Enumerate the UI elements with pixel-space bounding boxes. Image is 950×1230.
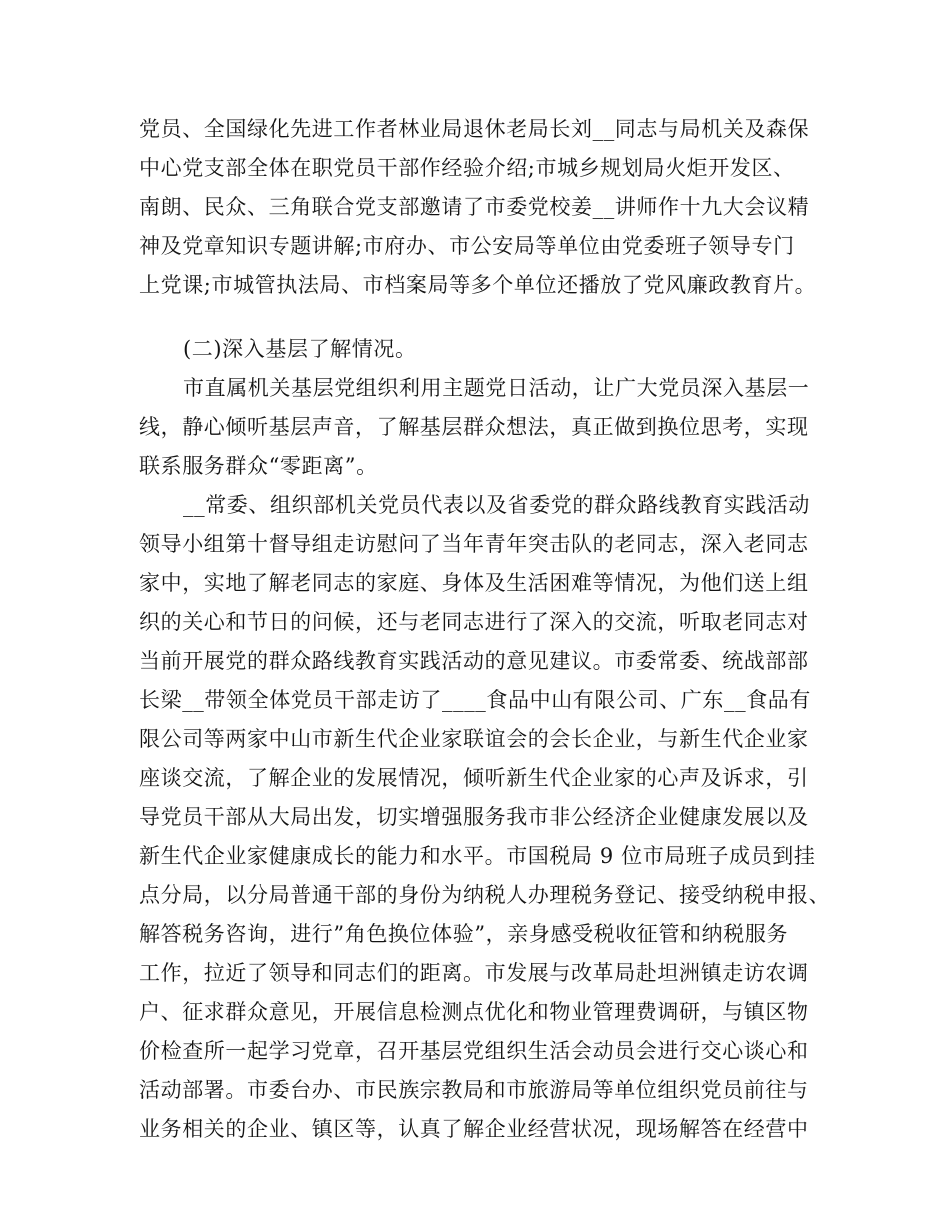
text-line: 限公司等两家中山市新生代企业家联谊会的会长企业，与新生代企业家	[139, 727, 809, 751]
text-line: 神及党章知识专题讲解;市府办、市公安局等单位由党委班子领导专门	[139, 234, 795, 258]
text-line: 上党课;市城管执法局、市档案局等多个单位还播放了党风廉政教育片。	[139, 273, 817, 297]
text-line: 解答税务咨询，进行”角色换位体验”，亲身感受税收征管和纳税服务	[139, 922, 789, 946]
text-line: 活动部署。市委台办、市民族宗教局和市旅游局等单位组织党员前往与	[139, 1078, 809, 1102]
text-line: 织的关心和节日的问候，还与老同志进行了深入的交流，听取老同志对	[139, 610, 809, 634]
text-line: 座谈交流，了解企业的发展情况，倾听新生代企业家的心声及诉求，引	[139, 766, 809, 790]
text-line: 当前开展党的群众路线教育实践活动的意见建议。市委常委、统战部部	[139, 649, 809, 673]
text-line: 市直属机关基层党组织利用主题党日活动，让广大党员深入基层一	[183, 376, 810, 400]
text-line: 联系服务群众“零距离”。	[139, 454, 378, 478]
text-line: 南朗、民众、三角联合党支部邀请了市委党校姜__讲师作十九大会议精	[139, 195, 810, 219]
text-line: 党员、全国绿化先进工作者林业局退休老局长刘__同志与局机关及森保	[139, 117, 810, 141]
text-line: 新生代企业家健康成长的能力和水平。市国税局 9 位市局班子成员到挂	[139, 844, 816, 868]
text-line: 户、征求群众意见，开展信息检测点优化和物业管理费调研，与镇区物	[139, 1000, 809, 1024]
text-line: 工作，拉近了领导和同志们的距离。市发展与改革局赴坦洲镇走访农调	[139, 961, 809, 985]
section-heading: (二)深入基层了解情况。	[183, 337, 417, 361]
text-line: 领导小组第十督导组走访慰问了当年青年突击队的老同志，深入老同志	[139, 532, 809, 556]
text-line: 中心党支部全体在职党员干部作经验介绍;市城乡规划局火炬开发区、	[139, 156, 795, 180]
text-line: 点分局，以分局普通干部的身份为纳税人办理税务登记、接受纳税申报、	[139, 883, 831, 907]
text-line: 家中，实地了解老同志的家庭、身体及生活困难等情况，为他们送上组	[139, 571, 809, 595]
text-line: 价检查所一起学习党章，召开基层党组织生活会动员会进行交心谈心和	[139, 1039, 809, 1063]
text-line: 线，静心倾听基层声音，了解基层群众想法，真正做到换位思考，实现	[139, 415, 809, 439]
text-line: 导党员干部从大局出发，切实增强服务我市非公经济企业健康发展以及	[139, 805, 809, 829]
text-line: __常委、组织部机关党员代表以及省委党的群众路线教育实践活动	[183, 493, 810, 517]
text-line: 业务相关的企业、镇区等，认真了解企业经营状况，现场解答在经营中	[139, 1117, 809, 1141]
text-line: 长梁__带领全体党员干部走访了____食品中山有限公司、广东__食品有	[139, 688, 811, 712]
